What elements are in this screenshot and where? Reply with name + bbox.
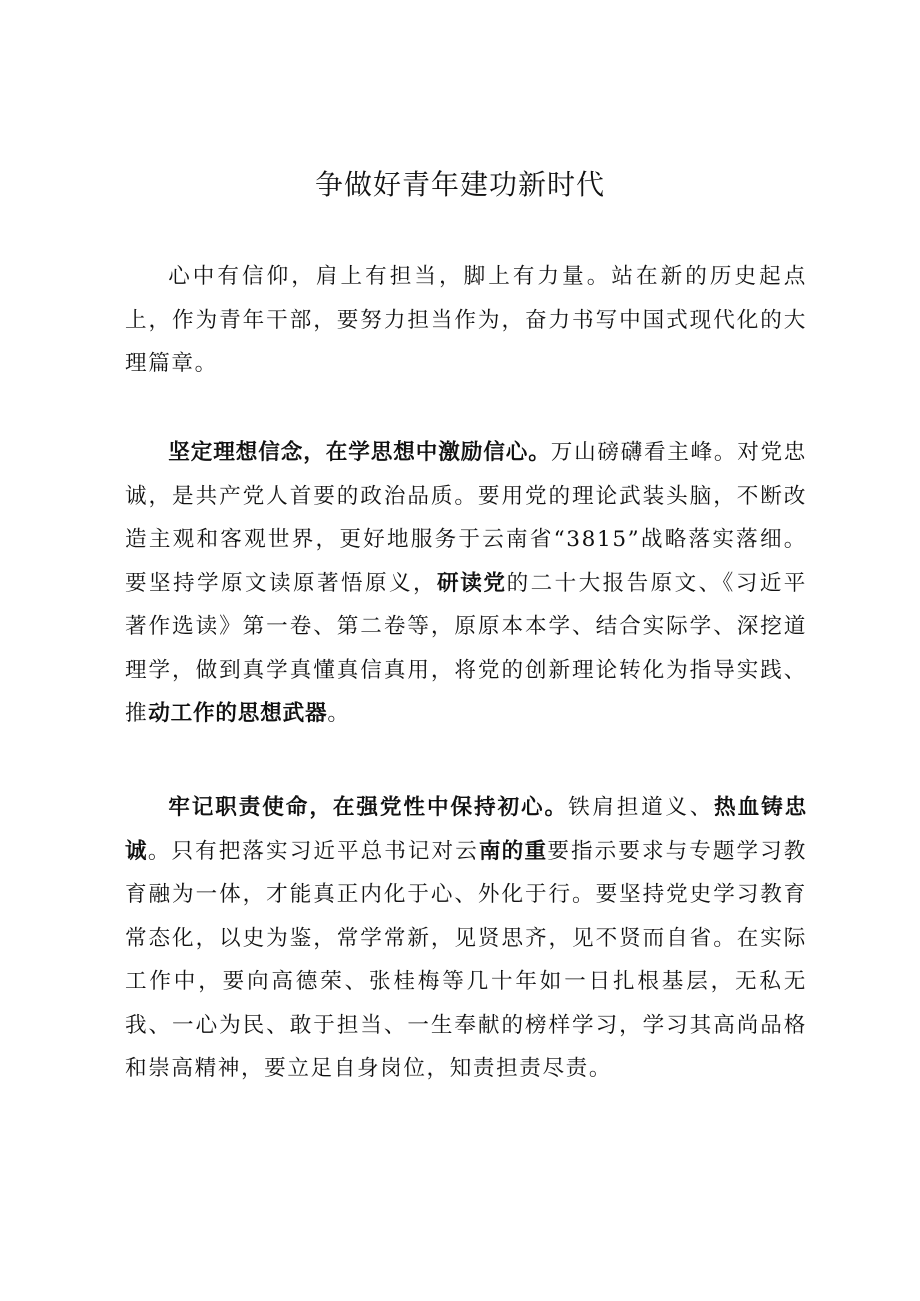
paragraph-mission bbox=[125, 786, 807, 1091]
paragraph-text: 万山磅礴看主峰。对党忠诚，是共产党人首要的政治品质。要用党的理论武装头脑，不断改造主观和客观世界，更好地服务于云南省“3815”战略落实落细。要坚持学原文读原著悟原义， bbox=[125, 440, 807, 596]
paragraph-lead-heading: 坚定理想信念，在学思想中激励信心。 bbox=[168, 440, 551, 465]
bold-fragment: 研读党 bbox=[437, 570, 507, 596]
paragraph-text: 。只有把落实习近平总书记对云 bbox=[147, 838, 479, 864]
bold-fragment: 热血铸忠诚 bbox=[125, 795, 808, 864]
document-title: 争做好青年建功新时代 bbox=[314, 168, 605, 201]
bold-fragment: 动工作的思想武器 bbox=[148, 701, 328, 726]
paragraph-text: 。 bbox=[327, 701, 351, 726]
paragraph-lead-heading: 牢记职责使命，在强党性中保持初心。 bbox=[168, 795, 569, 820]
paragraph-text: 要指示要求与专题学习教育融为一体，才能真正内化于心、外化于行。要坚持党史学习教育常态化，以史为鉴，常学常新，见贤思齐，见不贤而自省。在实际工作中，要向高德荣、张桂梅等几十年如一日扎根基层，无私无我、一心为民、敢于担当、一生奉献的榜样学习，学习其高尚品格和崇高精神，要立足自身岗位，知责担责尽责。 bbox=[125, 838, 807, 1081]
paragraph-text: 的二十大报告原文、《习近平著作选读》第一卷、第二卷等，原原本本学、结合实际学、深挖道理学，做到真学真懂真信真用，将党的创新理论转化为指导实践、推 bbox=[125, 570, 807, 726]
bold-fragment: 南的重 bbox=[478, 838, 548, 864]
paragraph-text: 心中有信仰，肩上有担当，脚上有力量。站在新的历史起点上，作为青年干部，要努力担当作为，奋力书写中国式现代化的大理篇章。 bbox=[125, 264, 807, 376]
paragraph-intro bbox=[125, 255, 807, 386]
paragraph-text: 铁肩担道义、 bbox=[568, 795, 715, 820]
paragraph-ideals bbox=[125, 431, 807, 736]
